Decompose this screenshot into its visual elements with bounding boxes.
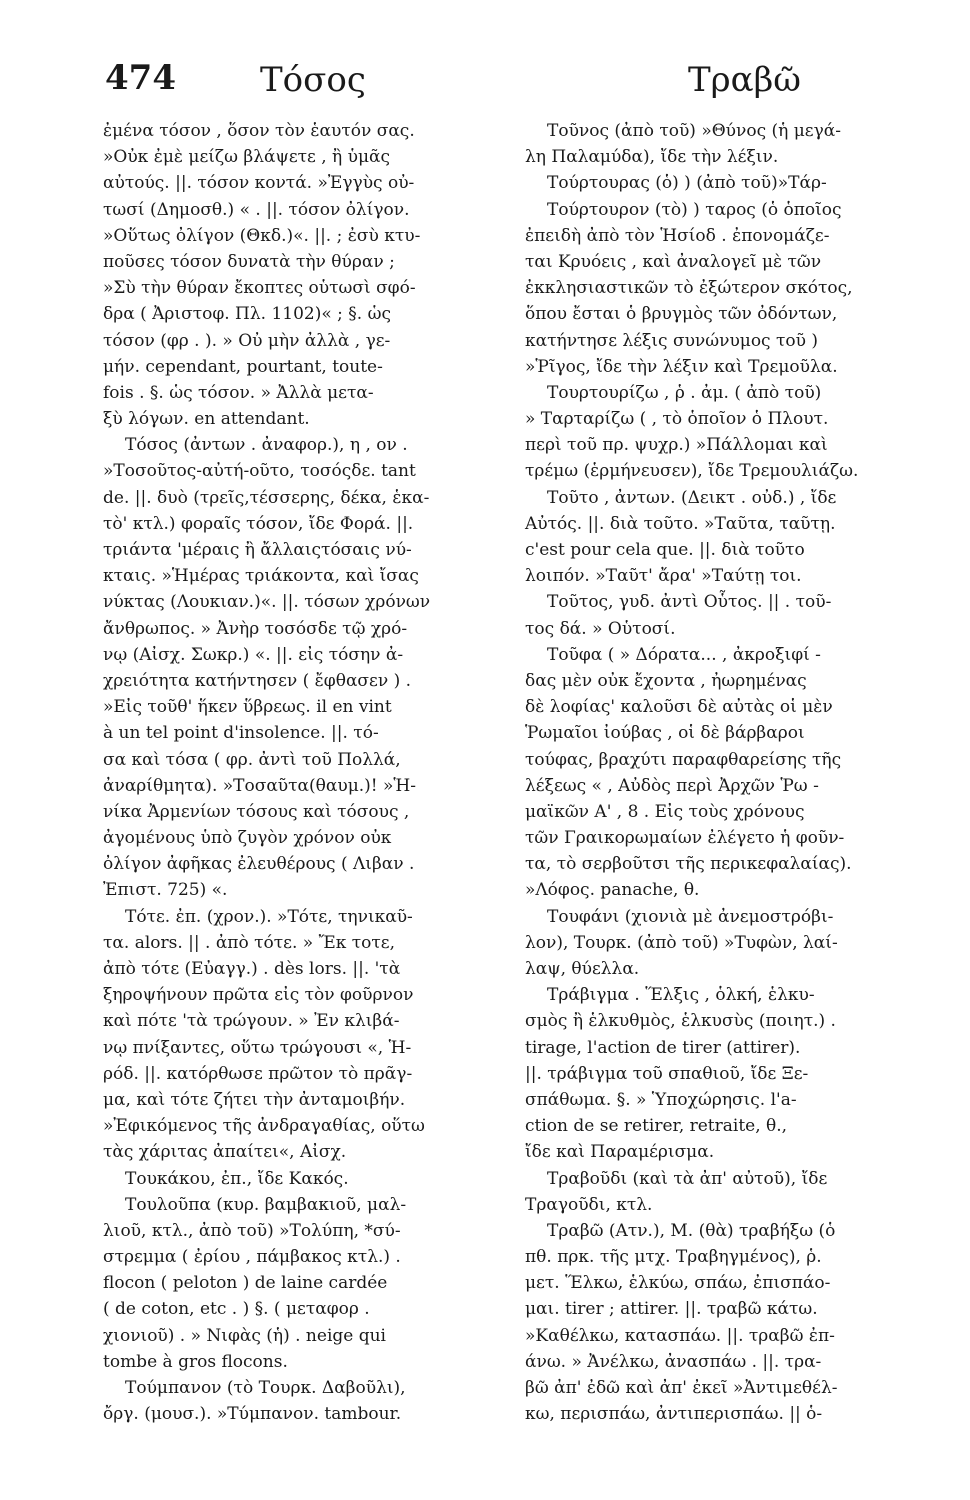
- text-line: τωσί (Δημοσθ.) « . ||. τόσον ὀλίγον.: [103, 199, 410, 220]
- text-line: άνω. » Ἀνέλκω, ἀνασπάω . ||. τρα-: [525, 1351, 822, 1372]
- text-line: λον), Τουρκ. (ἀπὸ τοῦ) »Τυφὼν, λαί-: [525, 932, 838, 953]
- text-line: »Ἐφικόμενος τῆς ἀνδραγαθίας, οὕτω: [103, 1116, 425, 1137]
- text-line: » Ταρταρίζω ( , τὸ ὁποῖον ὁ Πλουτ.: [525, 409, 829, 430]
- text-line: ἐκκλησιαστικῶν τὸ ἐξώτερον σκότος,: [525, 278, 853, 299]
- text-line: ἄνθρωπος. » Ἀνὴρ τοσόσδε τῷ χρό-: [103, 618, 408, 639]
- text-line: tirage, l'action de tirer (attirer).: [525, 1037, 801, 1058]
- text-line: τούφας, βραχύτι παραφθαρείσης τῆς: [525, 749, 842, 770]
- text-line: ἐπειδὴ ἀπὸ τὸν Ἡσίοδ . ἐπονομάζε-: [525, 225, 830, 246]
- text-line: κατήντησε λέξις συνώνυμος τοῦ ): [525, 330, 818, 351]
- text-line: χρειότητα κατήντησεν ( ἔφθασεν ) .: [103, 670, 412, 691]
- text-line: ||. τράβιγμα τοῦ σπαθιοῦ, ἴδε Ξε-: [525, 1063, 809, 1084]
- text-line: »Τοσοῦτος-αὐτή-οῦτο, τοσόςδε. tant: [103, 461, 416, 482]
- text-line: Τοῦτο , ἀντων. (Δεικτ . οὐδ.) , ἴδε: [547, 487, 837, 508]
- text-line: ἀγομένους ὑπὸ ζυγὸν χρόνον οὐκ: [103, 828, 392, 849]
- text-line: μετ. Ἕλκω, ἑλκύω, σπάω, ἐπισπάο-: [525, 1273, 831, 1294]
- text-line: Τούρτουρον (τὸ) ) ταρος (ὁ ὁποῖος: [547, 199, 842, 220]
- text-line: Τουρτουρίζω , ῥ . ἀμ. ( ἀπὸ τοῦ): [547, 382, 822, 403]
- text-line: Τόσος (ἀντων . ἀναφορ.), η , ον .: [125, 435, 408, 456]
- text-line: ται Κρυόεις , καὶ ἀναλογεῖ μὲ τῶν: [525, 251, 822, 272]
- text-line: ὄργ. (μουσ.). »Τύμπανον. tambour.: [103, 1404, 402, 1425]
- text-line: de. ||. δυὸ (τρεῖς,τέσσερης, δέκα, ἑκα-: [103, 487, 430, 508]
- text-line: στρεμμα ( ἐρίου , πάμβακος κτλ.) .: [103, 1247, 401, 1268]
- text-line: »Εἰς τοῦθ' ἥκεν ὕβρεως. il en vint: [103, 697, 392, 718]
- text-line: Τουκάκου, ἐπ., ἴδε Κακός.: [125, 1168, 349, 1189]
- text-line: »Σὺ τὴν θύραν ἔκοπτες οὑτωσὶ σφό-: [103, 278, 416, 299]
- text-line: μήν. cependant, pourtant, toute-: [103, 356, 383, 377]
- text-line: λαψ, θύελλα.: [525, 959, 640, 979]
- left-text-column: [103, 118, 491, 1425]
- text-line: σα καὶ τόσα ( φρ. ἀντὶ τοῦ Πολλά,: [103, 749, 401, 770]
- text-line: τόσον (φρ . ). » Οὐ μὴν ἀλλὰ , γε-: [103, 330, 391, 351]
- text-line: Τράβιγμα . Ἕλξις , ὁλκή, ἑλκυ-: [547, 985, 815, 1006]
- text-line: Τραβοῦδι (καὶ τὰ ἀπ' αὐτοῦ), ἴδε: [547, 1168, 828, 1189]
- text-line: αὐτούς. ||. τόσον κοντά. »Ἐγγὺς οὐ-: [103, 173, 415, 194]
- page-number: 474: [105, 58, 176, 98]
- text-line: μα, καὶ τότε ζήτει τὴν ἀνταμοιβήν.: [103, 1089, 406, 1110]
- text-line: τὸ' κτλ.) φοραῖς τόσον, ἴδε Φορά. ||.: [103, 513, 414, 534]
- text-line: ction de se retirer, retraite, θ.,: [525, 1116, 788, 1137]
- text-line: νῳ πνίξαντες, οὕτω τρώγουσι «, Ἡ-: [103, 1037, 412, 1058]
- text-line: »Οὕτως ὀλίγον (Θκδ.)«. ||. ; ἐσὺ κτυ-: [103, 225, 421, 246]
- text-line: Ῥωμαῖοι ἰούβας , οἱ δὲ βάρβαροι: [525, 723, 805, 744]
- text-line: Τουφάνι (χιονιὰ μὲ ἀνεμοστρόβι-: [547, 906, 834, 927]
- text-line: ( de coton, etc . ) §. ( μεταφορ .: [103, 1299, 370, 1320]
- text-line: βῶ ἀπ' ἐδῶ καὶ ἀπ' ἐκεῖ »Ἀντιμεθέλ-: [525, 1378, 838, 1398]
- text-line: ἀναρίθμητα). »Τοσαῦτα(θαυμ.)! »Ἡ-: [103, 775, 417, 796]
- text-line: δας μὲν οὐκ ἔχοντα , ἠωρημένας: [525, 670, 807, 691]
- page-header: [0, 58, 970, 108]
- text-line: δρα ( Ἀριστοφ. Πλ. 1102)« ; §. ὡς: [103, 304, 391, 325]
- text-line: λέξεως « , Αὐδὸς περὶ Ἀρχῶν Ῥω -: [525, 775, 819, 796]
- text-line: à un tel point d'insolence. ||. τό-: [103, 723, 379, 744]
- text-line: τριάντα 'μέραις ἢ ἄλλαιςτόσαις νύ-: [103, 540, 412, 560]
- text-line: Τότε. ἐπ. (χρον.). »Τότε, τηνικαῦ-: [125, 906, 413, 927]
- text-line: ἴδε καὶ Παραμέρισμα.: [525, 1142, 715, 1163]
- text-line: κταις. »Ἡμέρας τριάκοντα, καὶ ἴσας: [103, 566, 419, 587]
- text-line: περὶ τοῦ πρ. ψυχρ.) »Πάλλομαι καὶ: [525, 435, 828, 456]
- text-line: δὲ λοφίας' καλοῦσι δὲ αὐτὰς οἱ μὲν: [525, 697, 833, 718]
- text-line: Τούρτουρας (ὁ) ) (ἀπὸ τοῦ)»Τάρ-: [547, 173, 827, 194]
- text-line: Τοῦνος (ἀπὸ τοῦ) »Θύνος (ἡ μεγά-: [547, 121, 841, 141]
- text-line: σμὸς ἢ ἑλκυθμὸς, ἑλκυσὺς (ποιητ.) .: [525, 1011, 836, 1032]
- text-line: μαι. tirer ; attirer. ||. τραβῶ κάτω.: [525, 1299, 818, 1320]
- text-line: »Οὐκ ἐμὲ μείζω βλάψετε , ἢ ὑμᾶς: [103, 147, 391, 168]
- text-line: Τραβῶ (Ατν.), Μ. (θὰ) τραβήξω (ὁ: [547, 1220, 836, 1241]
- text-line: Τραγοῦδι, κτλ.: [525, 1194, 653, 1215]
- text-line: κω, περισπάω, ἀντιπερισπάω. || ὁ-: [525, 1404, 823, 1425]
- right-text-column: [525, 118, 913, 1425]
- left-running-headword: Τόσος: [260, 60, 366, 100]
- text-line: Τουλοῦπα (κυρ. βαμβακιοῦ, μαλ-: [125, 1194, 407, 1215]
- right-running-headword: Τραβῶ: [688, 60, 802, 100]
- text-line: ποῦσες τόσον δυνατὰ τὴν θύραν ;: [103, 251, 395, 272]
- text-line: fois . §. ὡς τόσον. » Ἀλλὰ μετα-: [103, 382, 374, 403]
- text-line: σπάθωμα. §. » Ὑποχώρησις. l'a-: [525, 1089, 797, 1110]
- text-line: νῳ (Αἰσχ. Σωκρ.) «. ||. εἰς τόσην ἀ-: [103, 644, 404, 665]
- text-line: tombe à gros flocons.: [103, 1351, 288, 1372]
- text-line: flocon ( peloton ) de laine cardée: [103, 1273, 388, 1294]
- text-line: τα, τὸ σερβοῦτσι τῆς περικεφαλαίας).: [525, 854, 852, 875]
- text-line: μαϊκῶν Α' , 8 . Εἰς τοὺς χρόνους: [525, 801, 805, 822]
- text-line: τρέμω (ἑρμήνευσεν), ἴδε Τρεμουλιάζω.: [525, 461, 859, 482]
- text-line: ὅπου ἔσται ὁ βρυγμὸς τῶν ὀδόντων,: [525, 304, 838, 325]
- text-line: πθ. πρκ. τῆς μτχ. Τραβηγμένος), ῥ.: [525, 1247, 822, 1268]
- text-line: τος δά. » Οὑτοσί.: [525, 618, 676, 639]
- text-line: ξηροψήνουν πρῶτα εἰς τὸν φοῦρνον: [103, 985, 414, 1006]
- text-line: τῶν Γραικορωμαίων ἐλέγετο ἡ φοῦν-: [525, 828, 845, 849]
- text-line: Τοῦτος, γυδ. ἀντὶ Οὗτος. || . τοῦ-: [547, 592, 832, 613]
- text-line: νίκα Ἀρμενίων τόσους καὶ τόσους ,: [103, 801, 410, 822]
- text-line: τὰς χάριτας ἀπαίτει«, Αἰσχ.: [103, 1142, 347, 1163]
- text-line: c'est pour cela que. ||. διὰ τοῦτο: [525, 540, 805, 560]
- text-line: »Καθέλκω, κατασπάω. ||. τραβῶ ἐπ-: [525, 1325, 835, 1346]
- text-line: »Ῥῖγος, ἴδε τὴν λέξιν καὶ Τρεμοῦλα.: [525, 356, 838, 377]
- text-line: ὀλίγον ἀφῆκας ἐλευθέρους ( Λιβαν .: [103, 854, 415, 875]
- text-line: Αὐτός. ||. διὰ τοῦτο. »Ταῦτα, ταῦτῃ.: [525, 513, 836, 534]
- text-line: ἀπὸ τότε (Εὐαγγ.) . dès lors. ||. 'τὰ: [103, 959, 401, 979]
- text-line: ἐμένα τόσον , ὅσον τὸν ἑαυτόν σας.: [103, 121, 415, 141]
- text-line: τα. alors. || . ἀπὸ τότε. » Ἔκ τοτε,: [103, 932, 396, 953]
- text-line: λιοῦ, κτλ., ἀπὸ τοῦ) »Τολύπη, *σύ-: [103, 1220, 401, 1241]
- text-line: Τοῦφα ( » Δόρατα... , ἀκροξιφί -: [547, 644, 821, 665]
- text-line: λη Παλαμύδα), ἴδε τὴν λέξιν.: [525, 147, 779, 168]
- text-line: Ἐπιστ. 725) «.: [103, 880, 228, 901]
- text-line: »Λόφος. panache, θ.: [525, 880, 700, 901]
- text-line: Τούμπανον (τὸ Τουρκ. Δαβοῦλι),: [125, 1378, 406, 1398]
- text-line: νύκτας (Λουκιαν.)«. ||. τόσων χρόνων: [103, 592, 431, 613]
- text-line: λοιπόν. »Ταῦτ' ἄρα' »Ταύτῃ τοι.: [525, 566, 802, 587]
- text-line: χιονιοῦ) . » Νιφὰς (ἡ) . neige qui: [103, 1325, 386, 1346]
- text-line: ξὺ λόγων. en attendant.: [103, 409, 310, 430]
- text-line: καὶ πότε 'τὰ τρώγουν. » Ἐν κλιβά-: [103, 1011, 400, 1032]
- text-line: ρόδ. ||. κατόρθωσε πρῶτον τὸ πρᾶγ-: [103, 1063, 413, 1084]
